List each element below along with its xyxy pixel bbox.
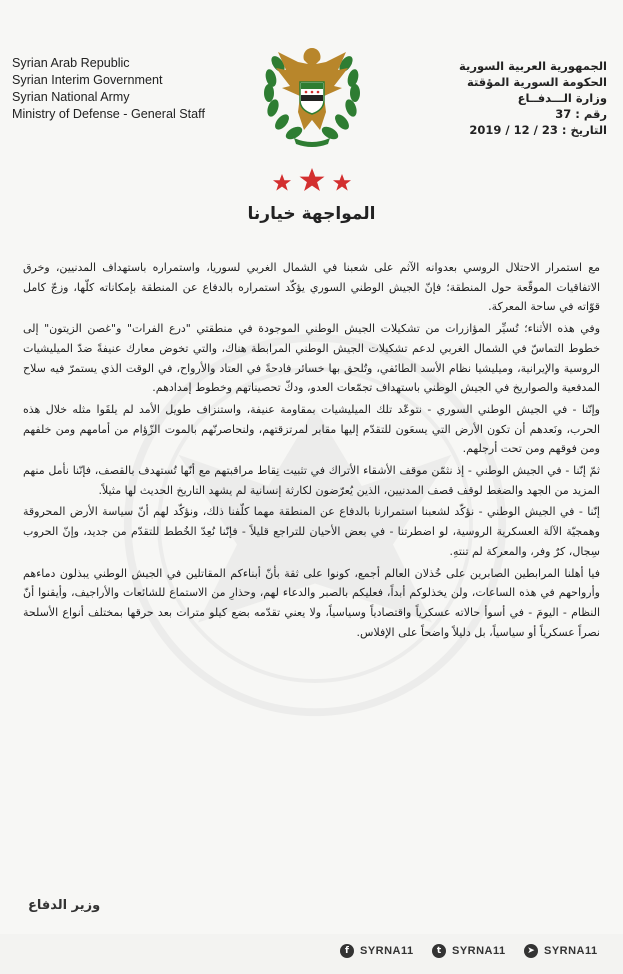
header-government: Syrian Interim Government <box>12 73 163 87</box>
header-ministry-ar: وزارة الـــدفــاع <box>517 91 607 105</box>
header-ministry: Ministry of Defense - General Staff <box>12 107 205 121</box>
paragraph: وإنّنا - في الجيش الوطني السوري - نتوعّد تلك الميليشيات بمقاومة عنيفة، واستنزاف طويل الأمد لم يلقَوا مثله خلال هذه الحرب، ونَعدهم أن تكون الأرض التي يسعَون للتقدّم إليها مقابر لمرتزقتهم، ولنحاصرنّهم بالموت الزّؤام من أمامهم ومن خلفهم ومن فوقهم ومن تحت أرجلهم. <box>23 402 600 456</box>
paragraph: ثمّ إنّنا - في الجيش الوطني - إذ نثمّن موقف الأشقاء الأتراك في تثبيت نِقاط مراقبتهم مع أنّها تُستهدف بالقصف، فإنّنا نأمل منهم المزيد من الجهد والضغط لوقف قصف المدنيين، الذين يُعرّضون لكارثة إنسانية لم يشهد التاريخ الحديث لها مثيلاً. <box>23 464 600 497</box>
header-army: Syrian National Army <box>12 90 130 104</box>
reference-number: رقم : 37 <box>555 107 607 121</box>
paragraph: وفي هذه الأثناء؛ تُسيِّر المؤازرات من تشكيلات الجيش الوطني الموجودة في منطقتي "درع الفرات" و"غصن الزيتون" إلى خطوط التماسّ في الشمال الغربي لدعم تشكيلات الجيش الوطني المرابطة هناك، والتي تخوض معارك عنيفةً ضدّ الميليشيات الروسية والإيرانية، وميليشيا نظام الأسد الطائفي، وتُلحق بها خسائر فادحةً في العتاد والأرواح، في الوقت الذي يستمرّ فيه سلاح المدفعية والصواريخ في الجيش الوطني باستهداف تجمّعات العدو، ودكّ تحصيناتهم وخطوط إمدادهم. <box>23 322 600 395</box>
twitter-icon: t <box>432 944 446 958</box>
header-arabic-block <box>387 58 607 138</box>
header-english-block <box>12 55 242 123</box>
header-country-ar: الجمهورية العربية السورية <box>459 59 607 73</box>
footer-link-telegram[interactable] <box>524 944 598 958</box>
paragraph: مع استمرار الاحتلال الروسي بعدوانه الآثم على شعبنا في الشمال الغربي لسوريا، واستمراره باستهداف المدنيين، وخرق الاتفاقيات الموقّعة حول المنطقة؛ فإنّ الجيش الوطني السوري يؤكّد استمراره بالدفاع عن المنطقة بإمكاناته كلّها، وزجّ كامل قوّاته في ساحة المعركة. <box>23 261 600 314</box>
document-date: التاريخ : 23 / 12 / 2019 <box>469 123 607 137</box>
document-body <box>23 258 600 644</box>
paragraph: إنّنا - في الجيش الوطني - نؤكّد لشعبنا استمرارنا بالدفاع عن المنطقة مهما كلّفنا ذلك، ونؤكّد لهم أنّ سياسة الأرض المحروقة وهمجيّة الآلة العسكرية الروسية، لو اضطرتنا - في بعض الأحيان للتراجع قليلاً - فإنّنا نُعِدّ الخُطط للتقدّم من جديد، وإنّ الحروب سِجال، كرٌ وفر، والمعركة لم تنتهِ. <box>23 505 600 558</box>
header-government-ar: الحكومة السورية المؤقتة <box>466 75 607 89</box>
telegram-icon: ➤ <box>524 944 538 958</box>
footer-link-twitter[interactable] <box>432 944 506 958</box>
telegram-handle: SYRNA11 <box>544 945 598 957</box>
three-red-stars-icon <box>264 166 360 196</box>
paragraph: فيا أهلنا المرابطين الصابرين على خُذلان العالم أجمع، كونوا على ثقة بأنّ أبناءكم المقاتلين في الجيش الوطني يبذلون دماءهم وأرواحهم في هذه الساعات، ولن يخذلوكم أبداً، فعليكم بالصبر والدعاء لهم، وحذارِ من الاستماع للشائعات والأراجيف، وأيقنوا أنّ النظام - اليومَ - في أسوأ حالاته عسكرياً واقتصادياً وسياسياً، ولا يعني تقدّمه بضع كيلو مترات بعد حرقها بمختلف أنواع الأسلحة نصراً عسكرياً أو سياسياً، بل دليلاً واضحاً على الإفلاس. <box>23 566 600 639</box>
eagle-emblem-icon <box>258 34 366 152</box>
twitter-handle: SYRNA11 <box>452 945 506 957</box>
signature: وزير الدفاع <box>28 898 101 913</box>
header-country: Syrian Arab Republic <box>12 56 130 70</box>
footer-link-facebook[interactable] <box>340 944 414 958</box>
facebook-handle: SYRNA11 <box>360 945 414 957</box>
document-title: المواجهة خيارنا <box>247 204 376 224</box>
facebook-icon: f <box>340 944 354 958</box>
